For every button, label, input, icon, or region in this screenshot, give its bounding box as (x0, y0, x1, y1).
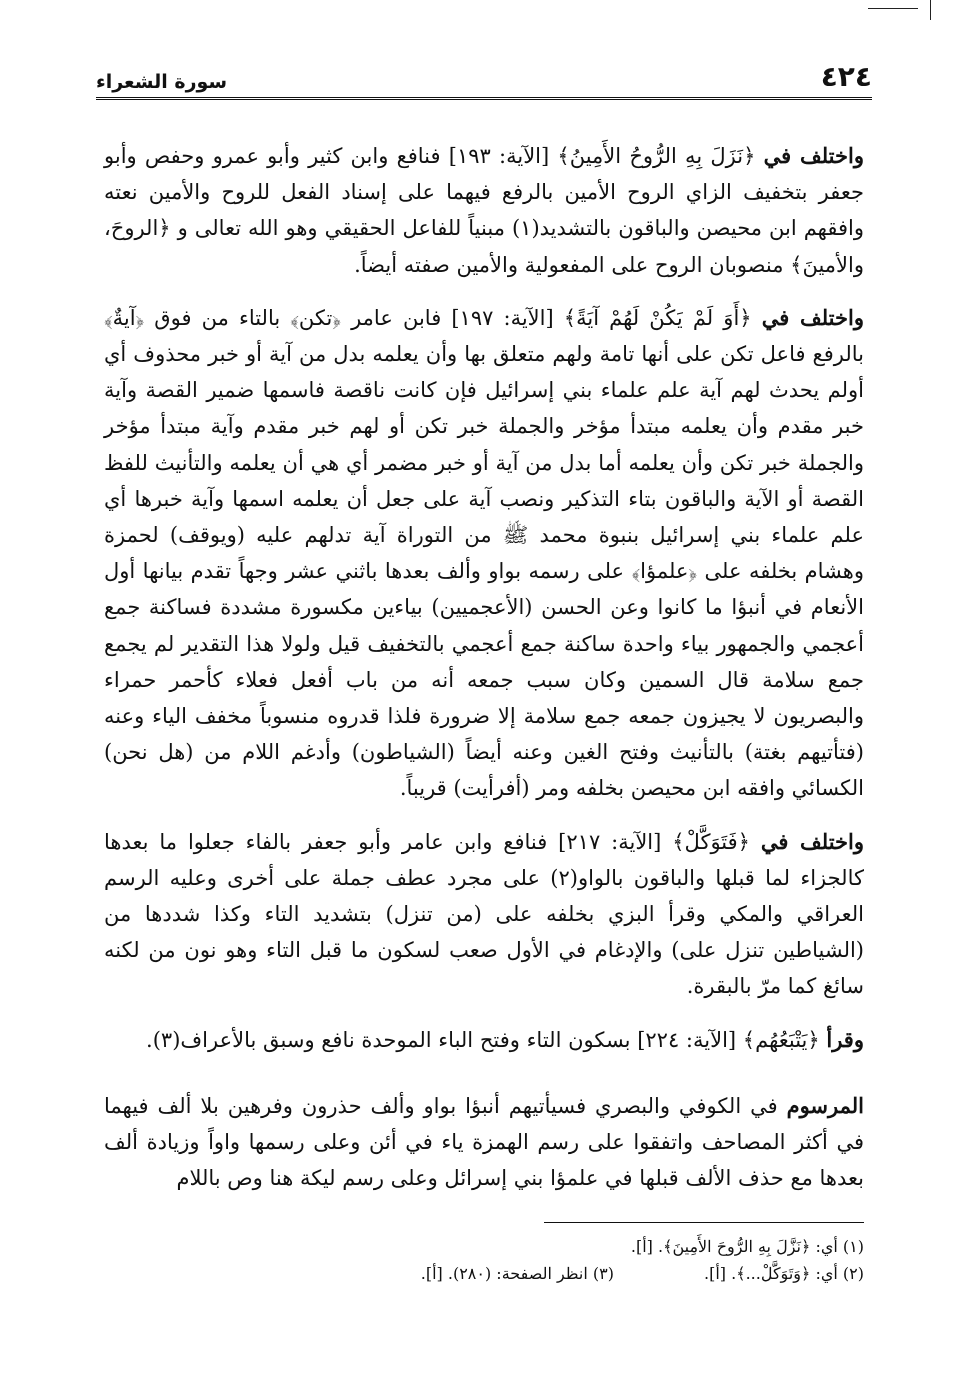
footnote-2: (٢) أي: ﴿وَتَوَكَّلْ...﴾. [أ]. (704, 1264, 864, 1283)
paragraph-lead: واختلف في (763, 143, 864, 168)
footnote-divider (544, 1222, 864, 1223)
paragraph-3 (104, 824, 864, 1005)
footnote-line-1 (104, 1233, 864, 1260)
page-header (96, 60, 872, 100)
paragraph-text: ﴿فَتَوَكَّلْ﴾ [الآية: ٢١٧] فنافع وابن عامر وأبو جعفر بالفاء جعلوا ما بعدها كالجزاء لما قبلها والباقون بالواو(٢) على مجرد عطف جملة على أخرى وعليه الرسم العراقي والمكي وقرأ البزي بخلفه على (من تنزل) بتشديد التاء وكذا شددها من (الشياطين تنزل على) والإدغام في الأول صعب لسكون ما قبل التاء وهو نون من لكنه سائغ كما مرّ بالبقرة. (104, 829, 864, 999)
paragraph-4 (104, 1022, 864, 1058)
paragraph-text: ﴿أَوَ لَمْ يَكُنْ لَهُمْ آيَةً﴾ [الآية: ١٩٧] فابن عامر ﴿تكن﴾ بالتاء من فوق ﴿آيةٌ﴾ بالرفع فاعل تكن على أنها تامة ولهم متعلق بها وأن يعلمه بدل من آية أو خبر محذوف أي أولم يحدث لهم آية علم علماء بني إسرائيل فإن كانت ناقصة فاسمها ضمير القصة وآية خبر مقدم وأن يعلمه مبتدأ مؤخر والجملة خبر تكن أو لهم خبر مقدم وآية مبتدأ مؤخر والجملة خبر تكن وأن يعلمه أما بدل من آية أو خبر مضمر أي هي أن يعلمه والتأنيث للفظ القصة أو الآية والباقون بتاء التذكير ونصب آية على جعل أن يعلمه اسمها وآية خبرها أي علم علماء بني إسرائيل بنبوة محمد ﷺ من التوراة آية تدلهم عليه (ويوقف) لحمزة وهشام بخلفه على ﴿علمؤا﴾ على رسمه بواو وألف بعدها باثني عشر وجهاً تقدم بيانها أول الأنعام في أنبؤا ما كانوا وعن الحسن (الأعجميين) بياءين مكسورة مشددة فساكنة جمع أعجمي والجمهور بياء واحدة ساكنة جمع أعجمي بالتخفيف قيل ولولا هذا التقدير لم يجمع جمع سلامة قال السمين وكان سبب جمعه أنه من باب أفعل فعلاء كأحمر حمراء والبصريون لا يجيزون جمعه جمع سلامة إلا ضرورة فلذا قدروه منسوباً مخفف الياء وعنه (فتأتيهم بغتة) بالتأنيث وفتح الغين وعنه أيضاً (الشياطون) وأدغم اللام من (هل نحن) الكسائي وافقه ابن محيصن بخلفه ومر (أفرأيت) قريباً. (104, 305, 864, 801)
paragraph-lead: واختلف في (761, 304, 864, 330)
crop-mark-top (868, 8, 918, 9)
paragraph-text: ﴿يَتْبَعُهُم﴾ [الآية: ٢٢٤] بسكون التاء وفتح الباء الموحدة نافع وسبق بالأعراف(٣). (146, 1027, 820, 1052)
paragraph-lead: وقرأ (826, 1026, 864, 1052)
surah-title: سورة الشعراء (96, 71, 228, 93)
page-number: ٤٢٤ (820, 60, 872, 93)
paragraph-lead: واختلف في (760, 828, 864, 854)
paragraph-1 (104, 138, 864, 283)
footnote-1: (١) أي: ﴿نَزَّلَ بِهِ الرُّوحَ الأَمِينَ﴾. [أ]. (630, 1237, 864, 1256)
footnote-line-2 (104, 1260, 864, 1287)
footnotes (104, 1222, 864, 1287)
paragraph-text: في الكوفي والبصري فسيأتيهم أنبؤا بواو وألف حذرون وفرهين بلا ألف فيهما في أكثر المصاحف واتفقوا على رسم الهمزة ياء في أئن وعلى رسمها واواً وزيادة ألف بعدها مع حذف الألف قبلها في علمؤا بني إسرائل وعلى رسم ليكة هنا وص باللام (104, 1093, 864, 1191)
main-text (104, 138, 864, 1213)
paragraph-lead: المرسوم (786, 1092, 864, 1118)
footnote-3: (٣) انظر الصفحة: (٢٨٠). [أ]. (420, 1264, 614, 1283)
paragraph-2 (104, 300, 864, 807)
paragraph-text: ﴿نَزَلَ بِهِ الرُّوحُ الأَمِينُ﴾ [الآية: ١٩٣] فنافع وابن كثير وأبو عمرو وحفص وأبو جعفر بتخفيف الزاي الروح الأمين بالرفع فيهما على إسناد الفعل للروح والأمين نعته وافقهم ابن محيصن والباقون بالتشديد(١) مبنياً للفاعل الحقيقي وهو الله تعالى و ﴿الروحَ، والأمينَ﴾ منصوبان الروح على المفعولية والأمين صفته أيضاً. (104, 144, 864, 277)
rasm-paragraph (104, 1088, 864, 1197)
crop-mark-top-right (930, 0, 931, 20)
